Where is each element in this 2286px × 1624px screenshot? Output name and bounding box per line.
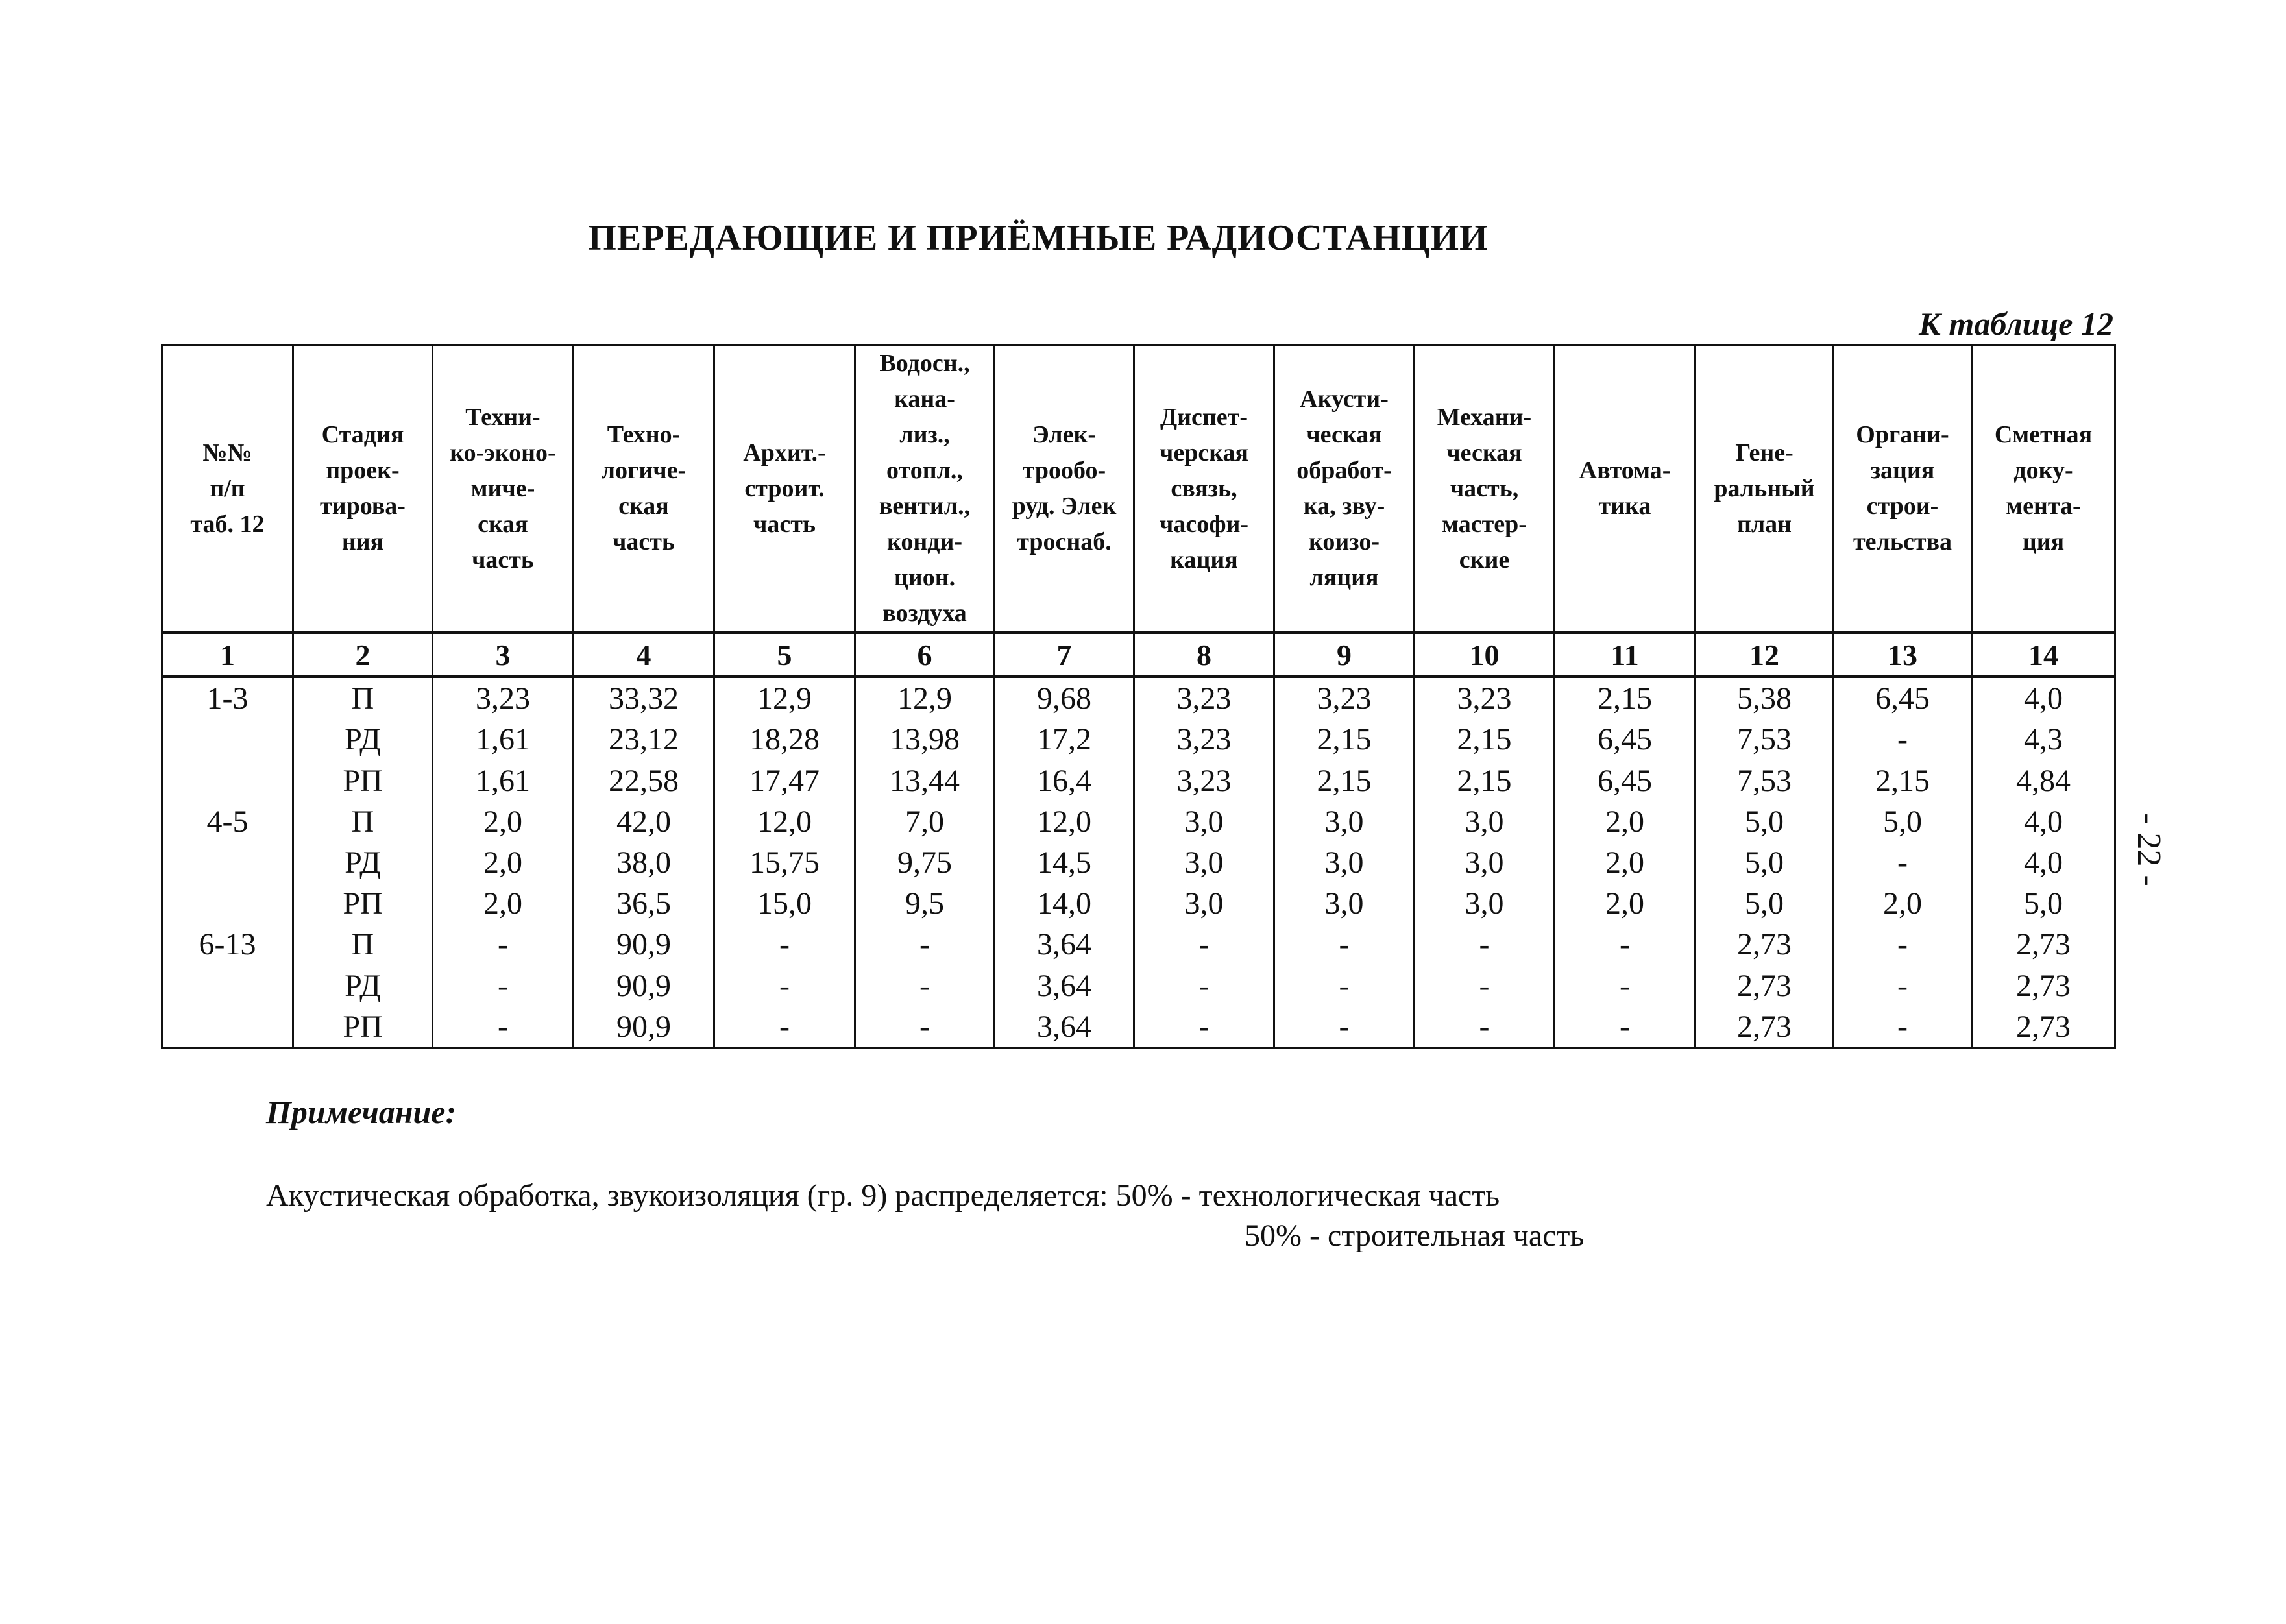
table-cell: - — [433, 965, 574, 1006]
table-cell: - — [1834, 965, 1972, 1006]
header-line: ция — [2022, 528, 2065, 555]
table-cell: - — [1555, 924, 1696, 965]
table-row — [162, 883, 2115, 924]
header-line: Гене- — [1735, 439, 1794, 467]
header-line: ская — [618, 492, 669, 520]
table-cell: - — [714, 924, 855, 965]
table-cell: 3,23 — [1134, 760, 1274, 801]
header-line: доку- — [2013, 457, 2073, 484]
page-number: - 22 - — [2130, 813, 2167, 886]
table-cell: 4,84 — [1972, 760, 2115, 801]
header-cell — [1834, 345, 1972, 633]
table-cell: РД — [293, 719, 433, 760]
header-line: отопл., — [886, 457, 963, 484]
table-cell: П — [293, 677, 433, 719]
table-cell: 1-3 — [162, 677, 293, 719]
table-cell: 13,98 — [855, 719, 995, 760]
header-line: коизо- — [1309, 528, 1380, 555]
table-cell: 9,5 — [855, 883, 995, 924]
table-cell: - — [433, 924, 574, 965]
column-number: 8 — [1134, 633, 1274, 677]
table-cell: - — [1834, 719, 1972, 760]
table-row — [162, 965, 2115, 1006]
header-line: вентил., — [879, 492, 971, 520]
table-cell: 7,53 — [1696, 719, 1834, 760]
header-line: строит. — [744, 474, 825, 502]
header-cell — [1696, 345, 1834, 633]
column-number: 12 — [1696, 633, 1834, 677]
header-line: ка, зву- — [1303, 492, 1385, 520]
header-line: Органи- — [1856, 421, 1949, 448]
header-cell — [1274, 345, 1415, 633]
header-line: часть — [753, 510, 816, 538]
header-line: п/п — [210, 474, 245, 502]
table-cell: 3,0 — [1415, 883, 1555, 924]
table-row — [162, 801, 2115, 842]
column-number: 3 — [433, 633, 574, 677]
table-cell: 3,23 — [1274, 677, 1415, 719]
table-cell: 5,0 — [1696, 801, 1834, 842]
header-line: ческая — [1446, 439, 1522, 467]
table-cell: РП — [293, 1006, 433, 1048]
table-cell: 3,23 — [1415, 677, 1555, 719]
table-cell: 9,75 — [855, 842, 995, 883]
header-line: Стадия — [321, 421, 404, 448]
header-line: лиз., — [899, 421, 950, 448]
table-cell: 2,73 — [1972, 924, 2115, 965]
table-cell: - — [1415, 924, 1555, 965]
table-cell: 3,0 — [1134, 883, 1274, 924]
table-cell: 33,32 — [574, 677, 714, 719]
table-row — [162, 677, 2115, 719]
table-cell: 5,38 — [1696, 677, 1834, 719]
table-cell: 17,2 — [995, 719, 1134, 760]
table-cell: РД — [293, 965, 433, 1006]
table-cell: - — [855, 1006, 995, 1048]
header-line: ские — [1459, 546, 1510, 574]
data-table-container — [161, 344, 2114, 1049]
table-cell: 12,9 — [714, 677, 855, 719]
header-cell — [162, 345, 293, 633]
table-cell: - — [1134, 965, 1274, 1006]
table-cell: 38,0 — [574, 842, 714, 883]
header-cell — [855, 345, 995, 633]
table-cell: 5,0 — [1834, 801, 1972, 842]
table-cell: - — [433, 1006, 574, 1048]
header-line: тика — [1598, 492, 1651, 520]
table-cell: - — [714, 965, 855, 1006]
table-cell: 22,58 — [574, 760, 714, 801]
table-cell: 3,64 — [995, 1006, 1134, 1048]
table-cell — [162, 1006, 293, 1048]
header-cell — [1415, 345, 1555, 633]
table-cell: 6,45 — [1555, 760, 1696, 801]
table-cell: 6-13 — [162, 924, 293, 965]
header-line: руд. Элек — [1012, 492, 1117, 520]
table-cell: - — [1834, 924, 1972, 965]
distribution-table — [161, 344, 2116, 1049]
table-cell: - — [1834, 1006, 1972, 1048]
column-number: 5 — [714, 633, 855, 677]
header-line: черская — [1159, 439, 1249, 467]
header-line: мента- — [2006, 492, 2081, 520]
table-cell: 3,64 — [995, 924, 1134, 965]
table-cell: - — [1415, 965, 1555, 1006]
table-cell: 2,73 — [1696, 965, 1834, 1006]
header-line: троснаб. — [1017, 528, 1112, 555]
header-line: конди- — [886, 528, 963, 555]
note-text — [266, 1176, 1584, 1256]
table-cell: П — [293, 924, 433, 965]
note-title: Примечание: — [266, 1094, 457, 1130]
table-cell: РП — [293, 760, 433, 801]
header-line: кана- — [894, 385, 955, 413]
table-cell: 12,9 — [855, 677, 995, 719]
table-cell: - — [1134, 1006, 1274, 1048]
column-number: 4 — [574, 633, 714, 677]
table-cell: - — [1415, 1006, 1555, 1048]
table-cell: 90,9 — [574, 1006, 714, 1048]
header-line: строи- — [1866, 492, 1939, 520]
header-line: тирова- — [320, 492, 406, 520]
header-line: ская — [478, 510, 528, 538]
header-line: часть, — [1450, 474, 1519, 502]
table-cell: - — [855, 965, 995, 1006]
page-title: ПЕРЕДАЮЩИЕ И ПРИЁМНЫЕ РАДИОСТАНЦИИ — [588, 218, 1489, 258]
table-cell: 2,0 — [433, 801, 574, 842]
header-line: часофи- — [1159, 510, 1249, 538]
table-cell: 4,0 — [1972, 801, 2115, 842]
table-row — [162, 1006, 2115, 1048]
table-cell: 3,0 — [1134, 842, 1274, 883]
table-cell: - — [1834, 842, 1972, 883]
header-line: Техно- — [607, 421, 681, 448]
table-cell: 5,0 — [1696, 883, 1834, 924]
header-line: логиче- — [601, 457, 687, 484]
table-cell: 2,15 — [1415, 719, 1555, 760]
table-cell: 23,12 — [574, 719, 714, 760]
table-cell: 2,73 — [1972, 1006, 2115, 1048]
table-row — [162, 719, 2115, 760]
header-line: №№ — [202, 439, 252, 467]
header-line: ляция — [1309, 564, 1379, 591]
table-cell: 2,0 — [1555, 883, 1696, 924]
table-row — [162, 842, 2115, 883]
table-cell: 7,53 — [1696, 760, 1834, 801]
table-cell: 4-5 — [162, 801, 293, 842]
table-cell: 1,61 — [433, 719, 574, 760]
header-cell — [574, 345, 714, 633]
table-cell: 2,15 — [1415, 760, 1555, 801]
header-line: воздуха — [882, 600, 967, 627]
header-line: связь, — [1171, 474, 1237, 502]
header-cell — [293, 345, 433, 633]
table-cell: 3,0 — [1274, 801, 1415, 842]
table-body — [162, 677, 2115, 1048]
column-number: 14 — [1972, 633, 2115, 677]
header-line: мастер- — [1442, 510, 1527, 538]
table-cell: 2,0 — [1555, 842, 1696, 883]
table-cell: 2,73 — [1696, 1006, 1834, 1048]
table-cell: 2,0 — [433, 842, 574, 883]
column-number: 11 — [1555, 633, 1696, 677]
table-cell: 4,0 — [1972, 842, 2115, 883]
header-line: Водосн., — [879, 350, 970, 377]
table-cell: 3,0 — [1134, 801, 1274, 842]
column-number-row — [162, 633, 2115, 677]
table-cell: 16,4 — [995, 760, 1134, 801]
table-cell: 4,3 — [1972, 719, 2115, 760]
table-row — [162, 760, 2115, 801]
column-number: 2 — [293, 633, 433, 677]
table-cell: 9,68 — [995, 677, 1134, 719]
table-cell: 17,47 — [714, 760, 855, 801]
header-line: Элек- — [1032, 421, 1096, 448]
header-cell — [1134, 345, 1274, 633]
table-cell: 15,0 — [714, 883, 855, 924]
header-line: миче- — [470, 474, 535, 502]
table-cell: 7,0 — [855, 801, 995, 842]
table-cell: 14,0 — [995, 883, 1134, 924]
header-line: ния — [341, 528, 384, 555]
header-line: часть — [612, 528, 675, 555]
header-line: часть — [471, 546, 535, 574]
column-number: 13 — [1834, 633, 1972, 677]
table-cell: 42,0 — [574, 801, 714, 842]
header-line: Механи- — [1437, 403, 1532, 431]
table-cell: 3,23 — [1134, 677, 1274, 719]
table-cell: 2,15 — [1274, 719, 1415, 760]
column-number: 7 — [995, 633, 1134, 677]
header-cell — [1972, 345, 2115, 633]
table-cell — [162, 760, 293, 801]
table-cell: 2,0 — [433, 883, 574, 924]
table-cell: 90,9 — [574, 965, 714, 1006]
table-cell: РП — [293, 883, 433, 924]
table-cell — [162, 719, 293, 760]
header-line: Автома- — [1579, 457, 1671, 484]
header-line: кация — [1170, 546, 1238, 574]
table-cell: - — [1274, 965, 1415, 1006]
header-line: Архит.- — [743, 439, 826, 467]
note-line-1: Акустическая обработка, звукоизоляция (гр. 9) распределяется: 50% - технологическая часть — [266, 1178, 1500, 1213]
header-line: Акусти- — [1300, 385, 1389, 413]
header-line: Сметная — [1994, 421, 2093, 448]
table-cell: - — [1555, 1006, 1696, 1048]
header-line: трообо- — [1022, 457, 1106, 484]
header-line: цион. — [894, 564, 956, 591]
table-cell: 2,73 — [1696, 924, 1834, 965]
header-line: ральный — [1714, 474, 1815, 502]
table-cell: 1,61 — [433, 760, 574, 801]
table-cell: 3,0 — [1415, 801, 1555, 842]
column-number: 1 — [162, 633, 293, 677]
table-cell: 2,15 — [1555, 677, 1696, 719]
table-cell: 6,45 — [1834, 677, 1972, 719]
note-line-2: 50% - строительная часть — [1245, 1218, 1585, 1253]
header-line: таб. 12 — [190, 510, 265, 538]
column-number: 10 — [1415, 633, 1555, 677]
table-row — [162, 924, 2115, 965]
table-cell: 3,0 — [1274, 842, 1415, 883]
table-cell: 5,0 — [1972, 883, 2115, 924]
table-cell: - — [1134, 924, 1274, 965]
table-cell: - — [1555, 965, 1696, 1006]
table-cell: 3,0 — [1274, 883, 1415, 924]
table-cell: 2,0 — [1834, 883, 1972, 924]
header-line: тельства — [1853, 528, 1952, 555]
header-line: Диспет- — [1160, 403, 1248, 431]
header-line: ческая — [1306, 421, 1382, 448]
table-cell: 2,0 — [1555, 801, 1696, 842]
table-cell: 5,0 — [1696, 842, 1834, 883]
table-cell — [162, 965, 293, 1006]
table-reference: К таблице 12 — [1919, 306, 2113, 342]
header-cell — [714, 345, 855, 633]
header-cell — [433, 345, 574, 633]
table-cell: 13,44 — [855, 760, 995, 801]
header-cell — [995, 345, 1134, 633]
table-cell: 14,5 — [995, 842, 1134, 883]
table-cell: 12,0 — [995, 801, 1134, 842]
table-cell: РД — [293, 842, 433, 883]
header-line: Техни- — [465, 403, 541, 431]
header-row — [162, 345, 2115, 633]
table-cell — [162, 883, 293, 924]
table-cell — [162, 842, 293, 883]
table-cell: 3,23 — [433, 677, 574, 719]
table-cell: 3,0 — [1415, 842, 1555, 883]
header-cell — [1555, 345, 1696, 633]
table-cell: 90,9 — [574, 924, 714, 965]
table-cell: 2,73 — [1972, 965, 2115, 1006]
column-number: 9 — [1274, 633, 1415, 677]
table-cell: 18,28 — [714, 719, 855, 760]
header-line: план — [1736, 510, 1792, 538]
table-cell: П — [293, 801, 433, 842]
table-cell: - — [1274, 1006, 1415, 1048]
table-cell: 2,15 — [1834, 760, 1972, 801]
table-cell: 36,5 — [574, 883, 714, 924]
table-cell: 6,45 — [1555, 719, 1696, 760]
header-line: зация — [1870, 457, 1935, 484]
table-cell: 3,23 — [1134, 719, 1274, 760]
table-cell: 4,0 — [1972, 677, 2115, 719]
table-cell: 15,75 — [714, 842, 855, 883]
table-cell: 12,0 — [714, 801, 855, 842]
table-cell: 2,15 — [1274, 760, 1415, 801]
table-cell: - — [714, 1006, 855, 1048]
table-cell: - — [1274, 924, 1415, 965]
table-cell: - — [855, 924, 995, 965]
column-number: 6 — [855, 633, 995, 677]
table-cell: 3,64 — [995, 965, 1134, 1006]
header-line: проек- — [326, 457, 400, 484]
header-line: обработ- — [1296, 457, 1392, 484]
header-line: ко-эконо- — [450, 439, 556, 467]
